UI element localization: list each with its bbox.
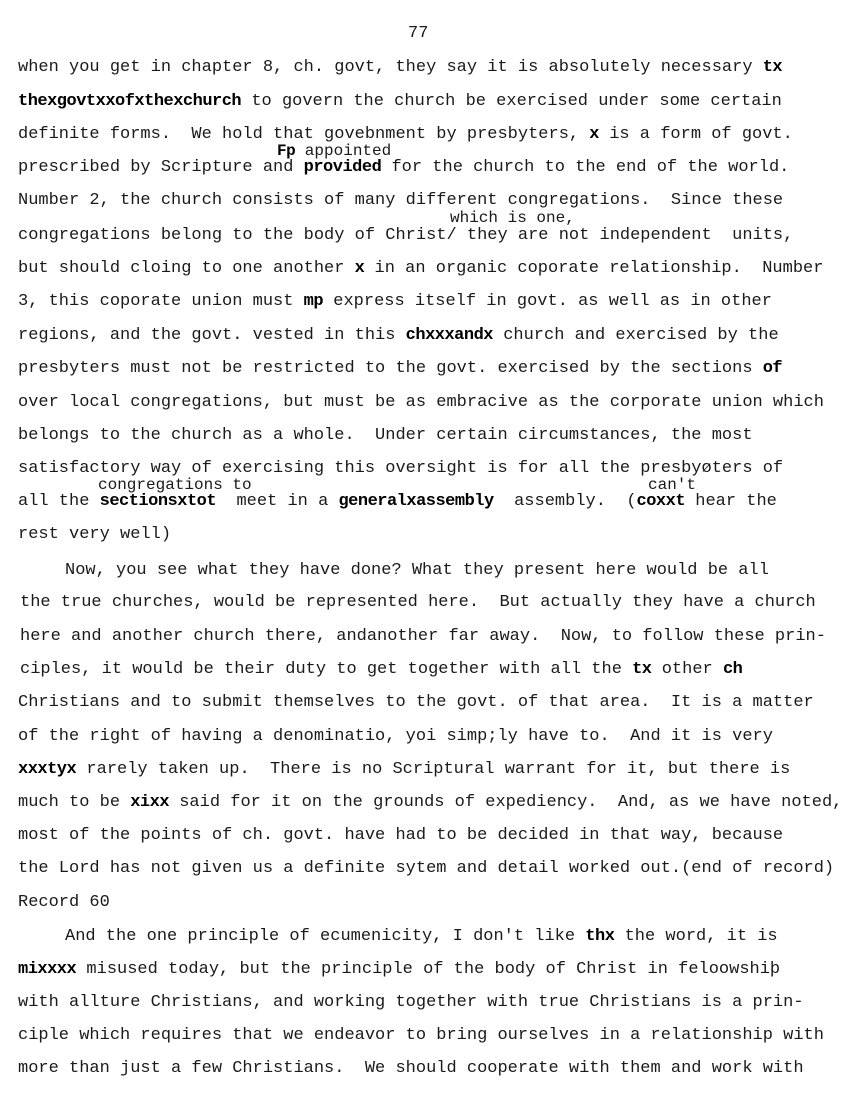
text-segment: can't [648, 476, 697, 494]
text-segment: presbyters must not be restricted to the govt. exercised by the sections [18, 359, 763, 378]
text-segment: congregations belong to the body of Christ/ they are not independent units, [18, 226, 794, 245]
text-segment: the Lord has not given us a definite sytem and detail worked out.(end of record) [18, 859, 835, 878]
struck-out-text: coxxt [636, 492, 686, 511]
text-line [18, 525, 171, 545]
text-line [18, 125, 793, 145]
text-segment: Now, you see what they have done? What they present here would be all [65, 561, 769, 580]
text-segment: hear the [685, 492, 777, 511]
text-segment: when you get in chapter 8, ch. govt, they say it is absolutely necessary [18, 58, 763, 77]
text-line [18, 960, 780, 980]
struck-out-text: generalxassembly [338, 492, 494, 511]
text-segment: assembly. ( [493, 492, 637, 511]
text-segment: in an organic coporate relationship. Number [364, 259, 824, 278]
text-line [65, 927, 778, 947]
struck-out-text: x [354, 259, 365, 278]
struck-out-text: tx [632, 660, 652, 679]
text-segment: prescribed by Scripture and [18, 158, 304, 177]
text-line [65, 561, 769, 581]
text-segment: but should cloing to one another [18, 259, 355, 278]
page-number: 77 [408, 24, 429, 43]
text-segment: ciples, it would be their duty to get together with all the [20, 660, 633, 679]
struck-out-text: tx [762, 58, 783, 77]
struck-out-text: provided [303, 158, 382, 177]
text-segment: appointed [295, 142, 392, 160]
text-segment: here and another church there, andanother far away. Now, to follow these prin- [20, 627, 826, 646]
text-line [18, 92, 782, 112]
text-segment: most of the points of ch. govt. have had to be decided in that way, because [18, 826, 784, 845]
text-segment: more than just a few Christians. We should cooperate with them and work with [18, 1059, 804, 1078]
struck-out-text: thx [585, 927, 615, 946]
interlinear-insertion [450, 208, 575, 228]
text-line [18, 393, 824, 413]
struck-out-text: of [762, 359, 783, 378]
text-segment: is a form of govt. [599, 125, 793, 144]
text-line [18, 58, 782, 78]
struck-out-text: chxxxandx [405, 326, 493, 345]
text-segment: Number 2, the church consists of many different congregations. Since these [18, 191, 784, 210]
text-segment: rarely taken up. There is no Scriptural warrant for it, but there is [76, 760, 791, 779]
text-line [20, 660, 742, 680]
text-segment: Christians and to submit themselves to the govt. of that area. It is a matter [18, 693, 814, 712]
text-segment: satisfactory way of exercising this oversight is for all the presbyøters of [18, 459, 784, 478]
text-segment: the word, it is [614, 927, 778, 946]
text-segment: meet in a [216, 492, 339, 511]
text-line [20, 627, 826, 647]
text-segment: express itself in govt. as well as in other [323, 292, 772, 311]
text-line [18, 226, 793, 246]
text-line [20, 593, 816, 613]
text-line [18, 426, 753, 446]
text-segment: over local congregations, but must be as embracive as the corporate union which [18, 393, 824, 412]
struck-out-text: mp [303, 292, 324, 311]
text-line [18, 492, 777, 512]
text-line [18, 760, 790, 780]
text-line [18, 326, 779, 346]
text-segment: 3, this coporate union must [18, 292, 304, 311]
text-line [18, 158, 789, 178]
text-segment: misused today, but the principle of the body of Christ in feloowshiþ [76, 960, 781, 979]
text-line [18, 1026, 824, 1046]
struck-out-text: x [589, 125, 599, 144]
text-segment: much to be [18, 793, 131, 812]
text-segment: regions, and the govt. vested in this [18, 326, 406, 345]
text-segment: belongs to the church as a whole. Under certain circumstances, the most [18, 426, 753, 445]
text-line [18, 693, 814, 713]
text-segment: rest very well) [18, 525, 172, 544]
text-line [18, 727, 773, 747]
text-segment: definite forms. We hold that govebnment by presbyters, [18, 125, 590, 144]
text-line [18, 191, 783, 211]
text-segment: of the right of having a denominatio, yoi simp;ly have to. And it is very [18, 727, 773, 746]
text-line [18, 292, 772, 312]
struck-out-text: Fp [277, 142, 296, 160]
text-segment: the true churches, would be represented here. But actually they have a church [20, 593, 816, 612]
text-segment: with allture Christians, and working together with true Christians is a prin- [18, 993, 804, 1012]
text-segment: ciple which requires that we endeavor to bring ourselves in a relationship with [18, 1026, 824, 1045]
text-segment: church and exercised by the [493, 326, 779, 345]
text-line [18, 793, 842, 813]
text-line [18, 1059, 804, 1079]
text-segment: said for it on the grounds of expediency. And, as we have noted, [169, 793, 843, 812]
struck-out-text: thexgovtxxofxthexchurch [18, 92, 242, 111]
struck-out-text: ch [722, 660, 743, 679]
text-line [18, 993, 804, 1013]
text-segment: congregations to [98, 476, 252, 494]
struck-out-text: xixx [130, 793, 170, 812]
text-line [18, 893, 110, 913]
text-line [18, 859, 834, 879]
text-line [18, 259, 823, 279]
text-segment: And the one principle of ecumenicity, I don't like [65, 927, 586, 946]
text-segment: Record 60 [18, 893, 110, 912]
text-segment: other [651, 660, 723, 679]
text-segment: for the church to the end of the world. [381, 158, 790, 177]
struck-out-text: xxxtyx [18, 760, 77, 779]
text-segment: which is one, [450, 209, 575, 227]
struck-out-text: mixxxx [18, 960, 77, 979]
text-segment: to govern the church be exercised under some certain [241, 92, 782, 111]
text-segment: all the [18, 492, 100, 511]
struck-out-text: sectionsxtot [99, 492, 217, 511]
text-line [18, 359, 782, 379]
text-line [18, 826, 783, 846]
